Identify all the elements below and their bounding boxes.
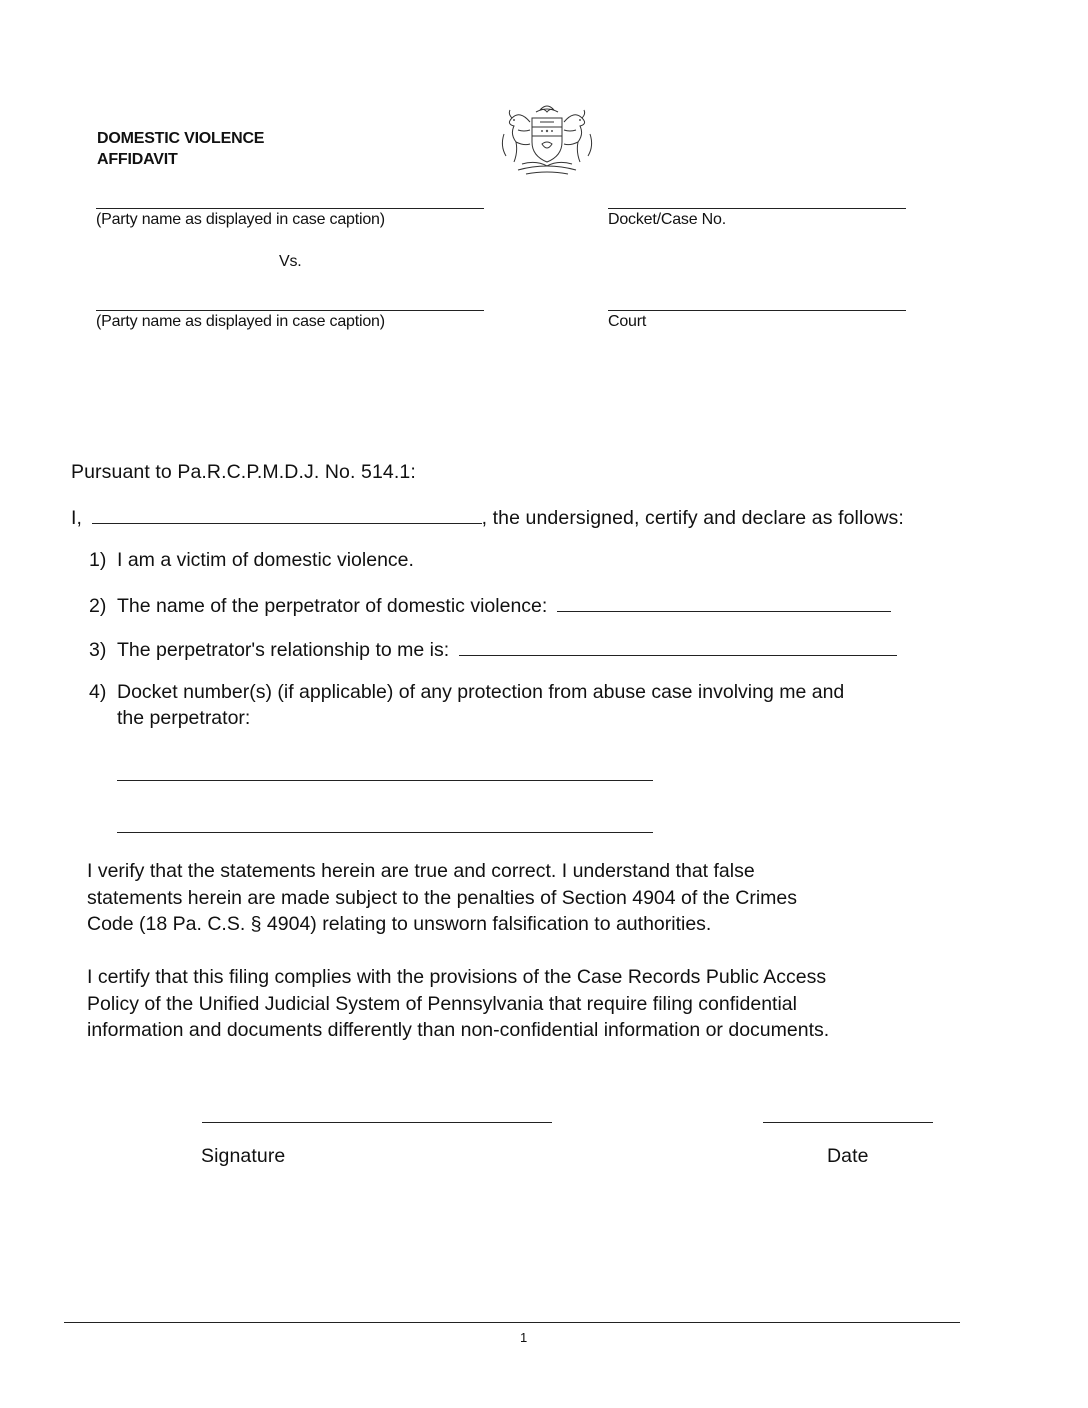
item-number: 1) (89, 549, 107, 571)
versus-label: Vs. (279, 253, 302, 270)
pennsylvania-coat-of-arms-icon (496, 100, 598, 180)
form-title (97, 128, 264, 170)
signature-label: Signature (201, 1145, 286, 1167)
verification-line: I verify that the statements herein are true and correct. I understand that false (87, 860, 755, 882)
party1-label: (Party name as displayed in case caption) (96, 211, 385, 228)
list-item (89, 591, 891, 619)
item-text: The name of the perpetrator of domestic violence: (117, 595, 548, 617)
certification-line: information and documents differently than non-confidential information or documents. (87, 1019, 830, 1041)
page-number: 1 (520, 1330, 528, 1345)
certification-line: I certify that this filing complies with the provisions of the Case Records Public Access (87, 966, 827, 988)
docket-label: Docket/Case No. (608, 211, 726, 228)
certification-paragraph (87, 964, 829, 1044)
party1-name-line[interactable] (96, 208, 484, 209)
relationship-line[interactable] (459, 635, 897, 656)
court-label: Court (608, 313, 647, 330)
verification-line: Code (18 Pa. C.S. § 4904) relating to unsworn falsification to authorities. (87, 913, 712, 935)
pfa-docket-line-1[interactable] (117, 780, 653, 781)
court-line[interactable] (608, 310, 906, 311)
list-item (89, 679, 844, 705)
list-item (89, 635, 897, 663)
pursuant-statement: Pursuant to Pa.R.C.P.M.D.J. No. 514.1: (71, 461, 416, 483)
certification-line: Policy of the Unified Judicial System of Pennsylvania that require filing confidential (87, 992, 797, 1015)
item-text-line2: the perpetrator: (117, 707, 251, 729)
verification-line: statements herein are made subject to the penalties of Section 4904 of the Crimes (87, 886, 797, 909)
item-number: 4) (89, 681, 107, 703)
perpetrator-name-line[interactable] (557, 591, 891, 612)
declarant-name-line[interactable] (92, 503, 482, 524)
party2-label: (Party name as displayed in case caption) (96, 313, 385, 330)
date-label: Date (827, 1145, 869, 1167)
docket-number-line[interactable] (608, 208, 906, 209)
item-number: 3) (89, 639, 107, 661)
item-text-line1: Docket number(s) (if applicable) of any protection from abuse case involving me and (117, 681, 845, 703)
item-text: I am a victim of domestic violence. (117, 549, 414, 571)
party2-name-line[interactable] (96, 310, 484, 311)
form-title-line1: DOMESTIC VIOLENCE (97, 130, 265, 147)
item-number: 2) (89, 595, 107, 617)
form-title-line2: AFFIDAVIT (97, 151, 178, 168)
item-text: The perpetrator's relationship to me is: (117, 639, 450, 661)
date-line[interactable] (763, 1122, 933, 1123)
verification-paragraph (87, 858, 797, 938)
list-item (89, 547, 414, 573)
pfa-docket-line-2[interactable] (117, 832, 653, 833)
declarant-prefix: I, (71, 507, 83, 529)
declarant-suffix: , the undersigned, certify and declare as follows: (481, 507, 904, 529)
declarant-sentence (71, 503, 904, 531)
signature-line[interactable] (202, 1122, 552, 1123)
footer-divider (64, 1322, 960, 1323)
